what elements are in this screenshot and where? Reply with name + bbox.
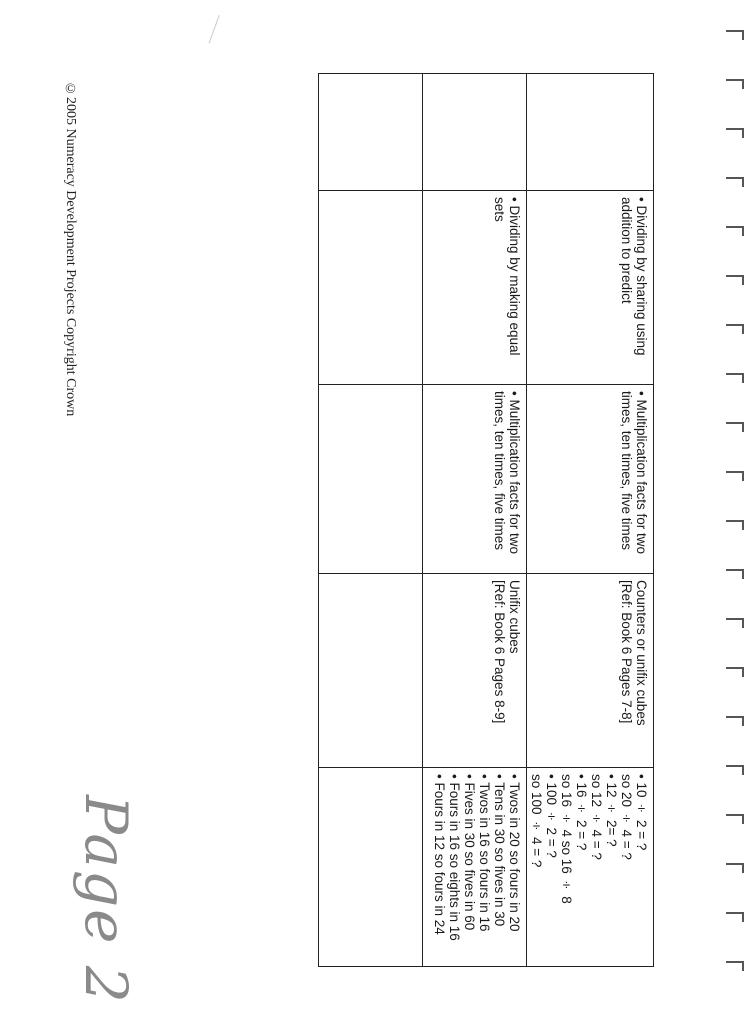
table-cell-empty [527,74,653,191]
lesson-table [318,73,654,967]
table-column-1 [526,74,653,966]
knowledge-text: • Multiplication facts for two times, ten times, five times [492,391,522,555]
reference-text: [Ref: Book 6 Pages 8-9] [492,580,507,724]
example-line: so 20 ÷ 4 = ? [619,774,634,860]
paper-scuff-mark [209,15,241,51]
binder-mark [726,373,744,375]
binder-mark [726,814,744,816]
copyright-notice: ©2005 Numeracy Development Projects Copyright Crown [63,82,78,417]
binder-mark [726,275,744,277]
example-line: • Tens in 30 so fives in 30 [492,774,507,927]
table-cell-strategy [527,191,653,385]
example-line: • 10 ÷ 2 = ? [634,774,649,851]
example-line: so 16 ÷ 4 so 16 ÷ 8 [559,774,574,904]
table-cell-knowledge [527,385,653,574]
example-line: • Fours in 16 so eights in 16 [447,774,462,941]
example-line: • Twos in 16 so fours in 16 [477,774,492,932]
binder-hole-marks [710,0,750,1031]
binder-mark [726,618,744,620]
table-cell-examples [423,768,526,966]
example-line: • Fours in 12 so fours in 24 [432,774,447,935]
binder-mark [726,177,744,179]
example-line: • 12 ÷ 2= ? [604,774,619,847]
table-column-3 [319,74,422,966]
example-line: • Twos in 20 so fours in 20 [507,774,522,932]
table-cell-knowledge [423,385,526,574]
handwritten-page-number: Page 2 [72,795,140,1005]
strategy-text: • Dividing by making equal sets [492,197,522,356]
reference-text: [Ref: Book 6 Pages 7-8] [619,580,634,724]
binder-mark [726,30,744,32]
table-cell-equipment [527,574,653,768]
table-cell-strategy [423,191,526,385]
binder-mark [726,912,744,914]
binder-mark [726,128,744,130]
example-line: • 100 ÷ 2 = ? [544,774,559,858]
table-column-2 [422,74,526,966]
table-cell-empty [319,768,422,966]
binder-mark [726,667,744,669]
example-line: so 100 ÷ 4 = ? [529,774,544,868]
binder-mark [726,226,744,228]
strategy-text: • Dividing by sharing using addition to predict [619,197,649,356]
example-line: so 12 ÷ 4 = ? [589,774,604,860]
example-line: • 16 ÷ 2 = ? [574,774,589,851]
binder-mark [726,863,744,865]
equipment-text: Unifix cubes [507,580,522,654]
binder-mark [726,716,744,718]
table-cell-empty [423,74,526,191]
table-cell-examples [527,768,653,966]
table-cell-empty [319,574,422,768]
binder-mark [726,422,744,424]
binder-mark [726,569,744,571]
binder-mark [726,961,744,963]
equipment-text: Counters or unifix cubes [634,580,649,726]
table-cell-equipment [423,574,526,768]
binder-mark [726,79,744,81]
table-cell-empty [319,385,422,574]
table-cell-empty [319,191,422,385]
binder-mark [726,765,744,767]
binder-mark [726,520,744,522]
binder-mark [726,471,744,473]
table-cell-empty [319,74,422,191]
knowledge-text: • Multiplication facts for two times, ten times, five times [619,391,649,555]
binder-mark [726,324,744,326]
example-line: • Fives in 30 so fives in 60 [462,774,477,931]
